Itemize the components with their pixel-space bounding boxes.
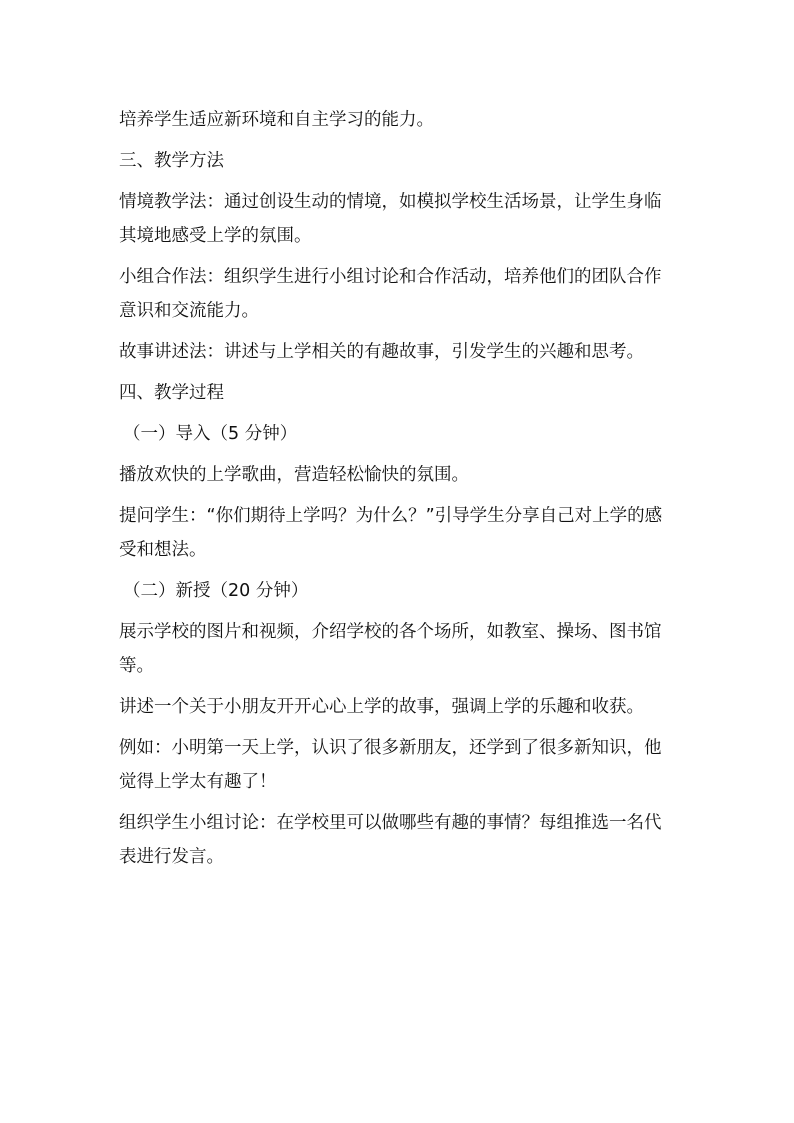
document-body [119,103,675,874]
heading-teaching-methods: 三、教学方法 [119,151,224,171]
paragraph-play-song: 播放欢快的上学歌曲，营造轻松愉快的氛围。 [119,465,469,485]
paragraph-group-method: 小组合作法：组织学生进行小组讨论和合作活动，培养他们的团队合作意识和交流能力。 [119,267,662,321]
subheading-introduction: （一）导入（5 分钟） [123,424,298,444]
paragraph-tell-story: 讲述一个关于小朋友开开心心上学的故事，强调上学的乐趣和收获。 [119,697,644,717]
paragraph-goal-ability: 培养学生适应新环境和自主学习的能力。 [119,110,434,130]
heading-teaching-process: 四、教学过程 [119,383,224,403]
paragraph-show-school: 展示学校的图片和视频，介绍学校的各个场所，如教室、操场、图书馆等。 [119,622,662,676]
paragraph-example: 例如：小明第一天上学，认识了很多新朋友，还学到了很多新知识，他觉得上学太有趣了！ [119,738,662,792]
paragraph-group-discussion: 组织学生小组讨论：在学校里可以做哪些有趣的事情？每组推选一名代表进行发言。 [119,813,662,867]
paragraph-story-method: 故事讲述法：讲述与上学相关的有趣故事，引发学生的兴趣和思考。 [119,342,644,362]
paragraph-situational-method: 情境教学法：通过创设生动的情境，如模拟学校生活场景，让学生身临其境地感受上学的氛围。 [119,192,662,246]
subheading-new-lesson: （二）新授（20 分钟） [123,581,309,601]
paragraph-ask-students: 提问学生：“你们期待上学吗？为什么？”引导学生分享自己对上学的感受和想法。 [119,506,663,560]
